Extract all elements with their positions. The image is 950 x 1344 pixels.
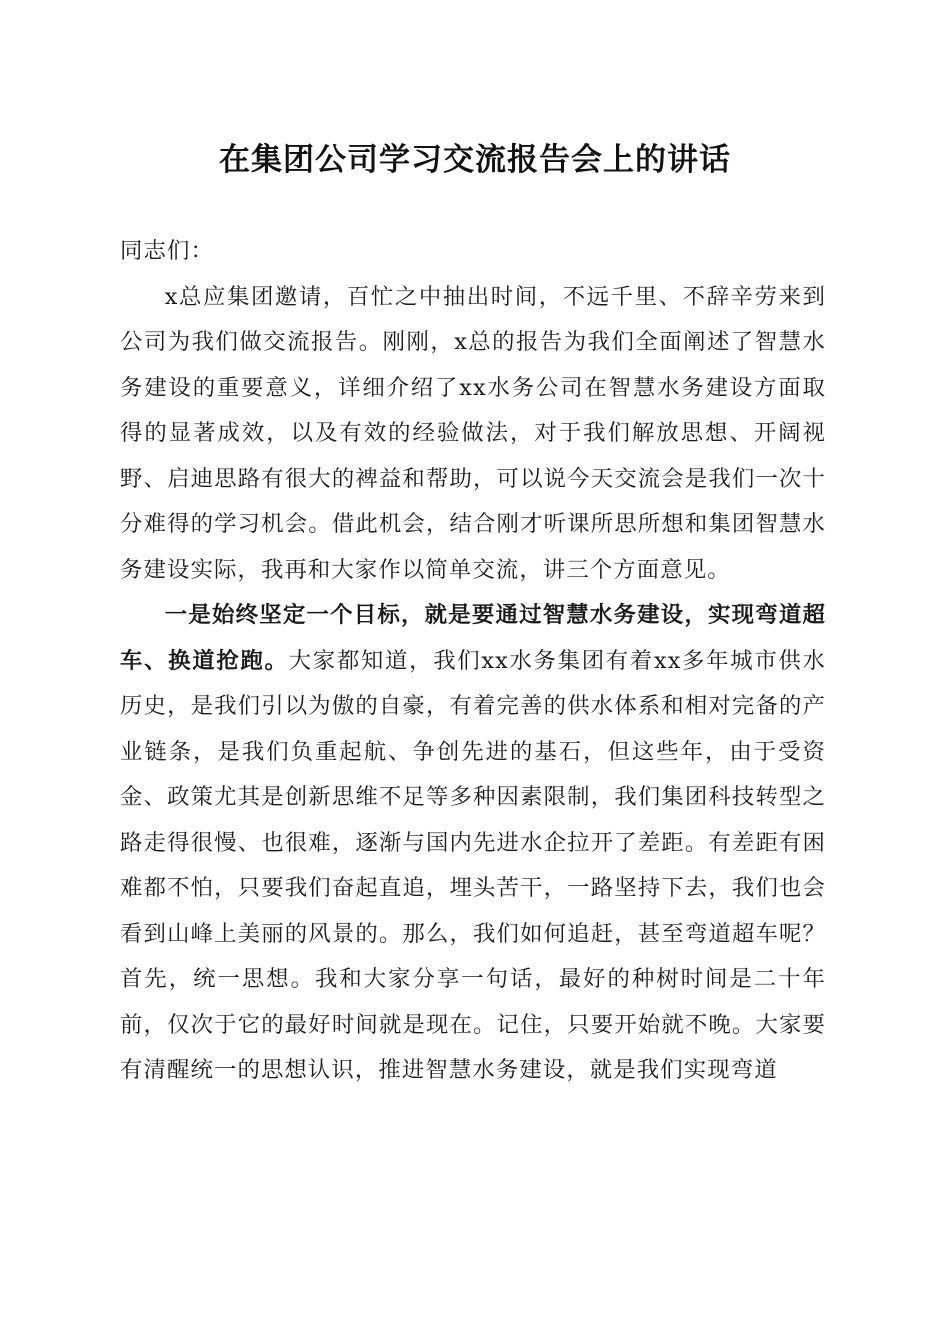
document-body [120, 229, 826, 1094]
paragraph-1: x总应集团邀请，百忙之中抽出时间，不远千里、不辞辛劳来到公司为我们做交流报告。刚刚，x总的报告为我们全面阐述了智慧水务建设的重要意义，详细介绍了xx水务公司在智慧水务建设方面取得的显著成效，以及有效的经验做法，对于我们解放思想、开阔视野、启迪思路有很大的裨益和帮助，可以说今天交流会是我们一次十分难得的学习机会。借此机会，结合刚才听课所思所想和集团智慧水务建设实际，我再和大家作以简单交流，讲三个方面意见。 [120, 283, 826, 583]
paragraph-2-body: 大家都知道，我们xx水务集团有着xx多年城市供水历史，是我们引以为傲的自豪，有着完善的供水体系和相对完备的产业链条，是我们负重起航、争创先进的基石，但这些年，由于受资金、政策尤其是创新思维不足等多种因素限制，我们集团科技转型之路走得很慢、也很难，逐渐与国内先进水企拉开了差距。有差距有困难都不怕，只要我们奋起直追，埋头苦干，一路坚持下去，我们也会看到山峰上美丽的风景的。那么，我们如何追赶，甚至弯道超车呢？首先，统一思想。我和大家分享一句话，最好的种树时间是二十年前，仅次于它的最好时间就是现在。记住，只要开始就不晚。大家要有清醒统一的思想认识，推进智慧水务建设，就是我们实现弯道 [120, 647, 826, 1083]
salutation: 同志们： [120, 238, 214, 264]
paragraph-2 [120, 593, 826, 1094]
document-title: 在集团公司学习交流报告会上的讲话 [219, 142, 731, 178]
paragraph-2-lead: 一是始终坚定一个目标，就是要通过智慧水务建设，实现弯道超车、换道抢跑。 [120, 602, 826, 674]
